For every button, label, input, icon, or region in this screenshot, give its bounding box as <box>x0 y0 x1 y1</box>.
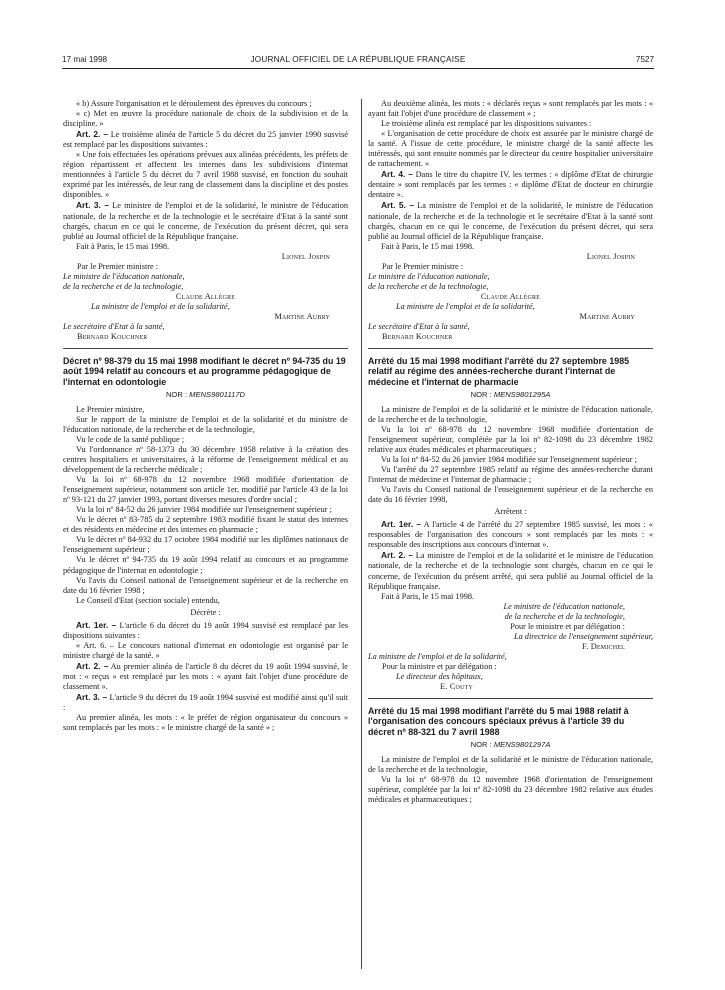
paragraph: La ministre de l'emploi et de la solidarité et le ministre de l'éducation nationale, de la recherche et de la technologie, <box>368 754 653 774</box>
article-text: A l'article 4 de l'arrêté du 27 septembre 1985 susvisé, les mots : « responsables de l'organisation des concours » sont remplacés par les mots : « responsable des inscriptions aux concours d'internat ». <box>368 520 653 550</box>
article-label: Art. 1er. – <box>76 619 117 630</box>
done-at: Fait à Paris, le 15 mai 1998. <box>76 241 170 251</box>
paragraph: Vu la loi nº 84-52 du 26 janvier 1984 modifiée sur l'enseignement supérieur ; <box>381 455 637 465</box>
paragraph: Vu l'ordonnance nº 58-1373 du 30 décembre 1958 relative à la création des centres hospitaliers et universitaires, à la réforme de l'enseignement médical et au développement de la recherche médicale ; <box>63 444 348 475</box>
paragraph: « b) Assure l'organisation et le déroulement des épreuves du concours ; <box>76 99 312 108</box>
nor-reference <box>368 390 653 400</box>
section-rule <box>368 348 653 349</box>
order-heading: Arrêté du 15 mai 1998 modifiant l'arrêté du 5 mai 1988 relatif à l'organisation des concours spéciaux prévus à l'article 39 du décret nº 88-321 du 7 avril 1988 <box>368 706 629 737</box>
article-label: Art. 5. – <box>381 200 414 211</box>
article-3 <box>63 200 348 241</box>
article-4 <box>368 169 653 200</box>
page-number: 7527 <box>635 55 654 64</box>
paragraph: Vu la loi nº 68-978 du 12 novembre 1968 modifiée d'orientation de l'enseignement supérieur, complétée par la loi nº 82-1098 du 23 décembre 1982 relative aux études médicales et pharmaceutiques ; <box>368 424 653 454</box>
article-2 <box>63 129 348 150</box>
section-rule <box>368 698 653 699</box>
paragraph: Au premier alinéa, les mots : « le préfet de région organisateur du concours » sont remplacés par les mots : « le ministre chargé de la santé » ; <box>63 713 348 733</box>
paragraph: Vu la loi nº 68-978 du 12 novembre 1968 modifiée d'orientation de l'enseignement supérieur, notamment son article 1er, modifié par l'article 43 de la loi nº 93-121 du 27 janvier 1993, portant diverses mesures d'ordre social ; <box>63 475 348 505</box>
nor-label: NOR : <box>470 739 494 749</box>
article-label: Art. 2. – <box>381 550 414 561</box>
minister-title: La ministre de l'emploi et de la solidarité, <box>91 301 230 311</box>
signature-aubry: Martine Aubry <box>274 311 330 321</box>
director-title: La directrice de l'enseignement supérieur, <box>513 631 653 641</box>
secretary-title: Le secrétaire d'Etat à la santé, <box>368 322 470 332</box>
nor-label: NOR : <box>470 389 494 399</box>
signature-aubry: Martine Aubry <box>579 311 635 321</box>
paragraph: Sur le rapport de la ministre de l'emploi et de la solidarité et du ministre de l'éducation nationale, de la recherche et de la technologie, <box>63 414 348 434</box>
section-rule <box>63 348 348 349</box>
by-pm: Par le Premier ministre : <box>382 261 464 271</box>
nor-reference <box>368 740 653 750</box>
minister-title: de la recherche et de la technologie, <box>368 281 489 291</box>
article-label: Art. 3. – <box>76 692 108 703</box>
minister-title: de la recherche et de la technologie, <box>504 611 625 621</box>
signature-allegre: Claude Allègre <box>175 291 236 301</box>
paragraph: Vu le décret nº 94-735 du 19 août 1994 relatif au concours et au programme pédagogique de l'internat en odontologie ; <box>63 555 348 575</box>
article-text: Dans le titre du chapitre IV, les termes : « diplôme d'Etat de chirurgie dentaire » sont remplacés par les termes : « diplôme d'Etat de docteur en chirurgie dentaire ». <box>368 170 653 200</box>
article-label: Art. 1er. – <box>381 519 422 530</box>
article-text: La ministre de l'emploi et de la solidarité et le ministre de l'éducation nationale, de la recherche et de la technologie sont chargés, chacun en ce qui le concerne, de l'exécution du présent arrêté, qui sera publié au Journal officiel de la République française. <box>368 551 653 591</box>
paragraph: Vu l'avis du Conseil national de l'enseignement supérieur et de la recherche en date du 16 février 1998 ; <box>63 575 348 595</box>
article-text: Le ministre de l'emploi et de la solidarité, le ministre de l'éducation nationale, de la recherche et de la technologie et le secrétaire d'Etat à la santé sont chargés, chacun en ce qui le concerne, de l'exécution du présent décret, qui sera publié au Journal officiel de la République française. <box>63 201 348 241</box>
paragraph: Le Premier ministre, <box>76 404 145 414</box>
paragraph: Vu le décret nº 84-932 du 17 octobre 1984 modifié sur les diplômes nationaux de l'enseignement supérieur ; <box>63 535 348 555</box>
paragraph: Vu la loi nº 68-978 du 12 novembre 1968 d'orientation de l'enseignement supérieur, complétée par la loi nº 82-1098 du 23 décembre 1982 relative aux études médicales et pharmaceutiques ; <box>368 774 653 804</box>
article-5 <box>368 200 653 241</box>
signature-pm: Lionel Jospin <box>586 251 635 261</box>
decree-heading: Décret nº 98-379 du 15 mai 1998 modifiant le décret nº 94-735 du 19 août 1994 relatif au concours et au programme pédagogique de l'internat en odontologie <box>63 356 346 387</box>
paragraph: « c) Met en œuvre la procédure nationale de choix de la subdivision et de la discipline. » <box>63 109 348 129</box>
director-title: Le directeur des hôpitaux, <box>396 672 483 681</box>
article-1 <box>368 519 653 550</box>
by-pm: Par le Premier ministre : <box>77 261 159 271</box>
nor-reference <box>63 390 348 400</box>
nor-label: NOR : <box>165 389 190 399</box>
paragraph: Au deuxième alinéa, les mots : « déclarés reçus » sont remplacés par les mots : « ayant fait l'objet d'une procédure de classement » ; <box>368 99 653 119</box>
article-1 <box>63 620 348 641</box>
order-heading: Arrêté du 15 mai 1998 modifiant l'arrêté du 27 septembre 1985 relatif au régime des années-recherche durant l'internat de médecine et l'internat de pharmacie <box>368 356 630 387</box>
right-column <box>368 99 653 805</box>
paragraph: Vu l'avis du Conseil national de l'enseignement supérieur et de la recherche en date du 16 février 1998, <box>368 485 653 505</box>
signature-pm: Lionel Jospin <box>281 251 330 261</box>
decrees-word: Décrète : <box>190 607 221 617</box>
journal-title: JOURNAL OFFICIEL DE LA RÉPUBLIQUE FRANÇAISE <box>250 55 466 64</box>
paragraph: « Une fois effectuées les opérations prévues aux alinéas précédents, les préfets de région répartissent et affectent les internes dans les subdivisions d'internat mentionnées à l'article 5 du décret du 7 avril 1988 susvisé, en fonction du souhait exprimé par les intéressés, de leur rang de classement dans la discipline et des postes disponibles. » <box>63 150 348 200</box>
nor-code: MENS9801295A <box>493 389 551 399</box>
header-rule <box>62 68 654 69</box>
column-separator <box>361 99 362 969</box>
header-date: 17 mai 1998 <box>62 55 108 64</box>
article-label: Art. 2. – <box>76 129 108 140</box>
delegation-note: Pour le ministre et par délégation : <box>510 621 625 631</box>
signature-demichel: F. Demichel <box>582 641 625 651</box>
done-at: Fait à Paris, le 15 mai 1998. <box>381 591 475 601</box>
signature-kouchner: Bernard Kouchner <box>382 332 453 342</box>
article-label: Art. 3. – <box>76 200 109 211</box>
paragraph: Vu le code de la santé publique ; <box>76 434 185 444</box>
minister-title: Le ministre de l'éducation nationale, <box>63 271 185 281</box>
signature-kouchner: Bernard Kouchner <box>77 332 148 342</box>
paragraph: Vu la loi nº 84-52 du 26 janvier 1984 modifiée sur l'enseignement supérieur ; <box>76 505 332 515</box>
nor-code: MENS9801297A <box>493 739 551 749</box>
article-2 <box>63 661 348 692</box>
minister-title: Le ministre de l'éducation nationale, <box>368 271 490 281</box>
article-text: Au premier alinéa de l'article 8 du décret du 19 août 1994 susvisé, le mot : « reçus » est remplacé par les mots : « ayant fait l'objet d'une procédure de classement ». <box>63 661 348 692</box>
paragraph: « Art. 6. – Le concours national d'internat en odontologie est organisé par le ministre chargé de la santé. » <box>63 640 348 660</box>
article-label: Art. 4. – <box>381 169 413 180</box>
article-text: Le troisième alinéa de l'article 5 du décret du 25 janvier 1990 susvisé est remplacé par les dispositions suivantes : <box>63 130 348 150</box>
signature-couty: E. Couty <box>440 682 474 692</box>
paragraph: Vu le décret nº 83-785 du 2 septembre 1983 modifié fixant le statut des internes et des résidents en médecine et des internes en pharmacie ; <box>63 515 348 535</box>
delegation-note: Pour la ministre et par délégation : <box>382 661 497 671</box>
minister-title: La ministre de l'emploi et de la solidarité, <box>368 651 507 661</box>
paragraph: Le troisième alinéa est remplacé par les dispositions suivantes : <box>381 119 592 129</box>
minister-title: de la recherche et de la technologie, <box>63 281 184 291</box>
paragraph: Vu l'arrêté du 27 septembre 1985 relatif au régime des années-recherche durant l'internat de médecine et l'internat de pharmacie ; <box>368 465 653 485</box>
nor-code: MENS9801117D <box>189 389 246 399</box>
article-label: Art. 2. – <box>76 660 109 671</box>
minister-title: La ministre de l'emploi et de la solidarité, <box>396 301 535 311</box>
order-word: Arrêtent : <box>494 507 527 517</box>
minister-title: Le ministre de l'éducation nationale, <box>503 601 625 611</box>
secretary-title: Le secrétaire d'Etat à la santé, <box>63 322 165 332</box>
signature-allegre: Claude Allègre <box>480 291 541 301</box>
article-text: La ministre de l'emploi et de la solidarité, le ministre de l'éducation nationale, de la recherche et de la technologie et le secrétaire d'Etat à la santé sont chargés, chacun en ce qui le concerne, de l'exécution du présent décret, qui sera publié au Journal officiel de la République française. <box>368 201 653 241</box>
paragraph: La ministre de l'emploi et de la solidarité et le ministre de l'éducation nationale, de la recherche et de la technologie, <box>368 404 653 424</box>
done-at: Fait à Paris, le 15 mai 1998. <box>381 241 475 251</box>
article-text: L'article 9 du décret du 19 août 1994 susvisé est modifié ainsi qu'il suit : <box>63 693 348 713</box>
page-header <box>62 55 654 69</box>
article-3 <box>63 692 348 713</box>
paragraph: Le Conseil d'Etat (section sociale) entendu, <box>76 595 220 605</box>
article-2 <box>368 550 653 591</box>
left-column <box>63 99 348 733</box>
paragraph: « L'organisation de cette procédure de choix est assurée par le ministre chargé de la santé. A l'issue de cette procédure, le ministre chargé de la santé affecte les intéressés, qui sont ensuite nommés par le directeur du centre hospitalier universitaire de rattachement. » <box>368 129 653 169</box>
article-text: L'article 6 du décret du 19 août 1994 susvisé est remplacé par les dispositions suivantes : <box>63 620 348 640</box>
